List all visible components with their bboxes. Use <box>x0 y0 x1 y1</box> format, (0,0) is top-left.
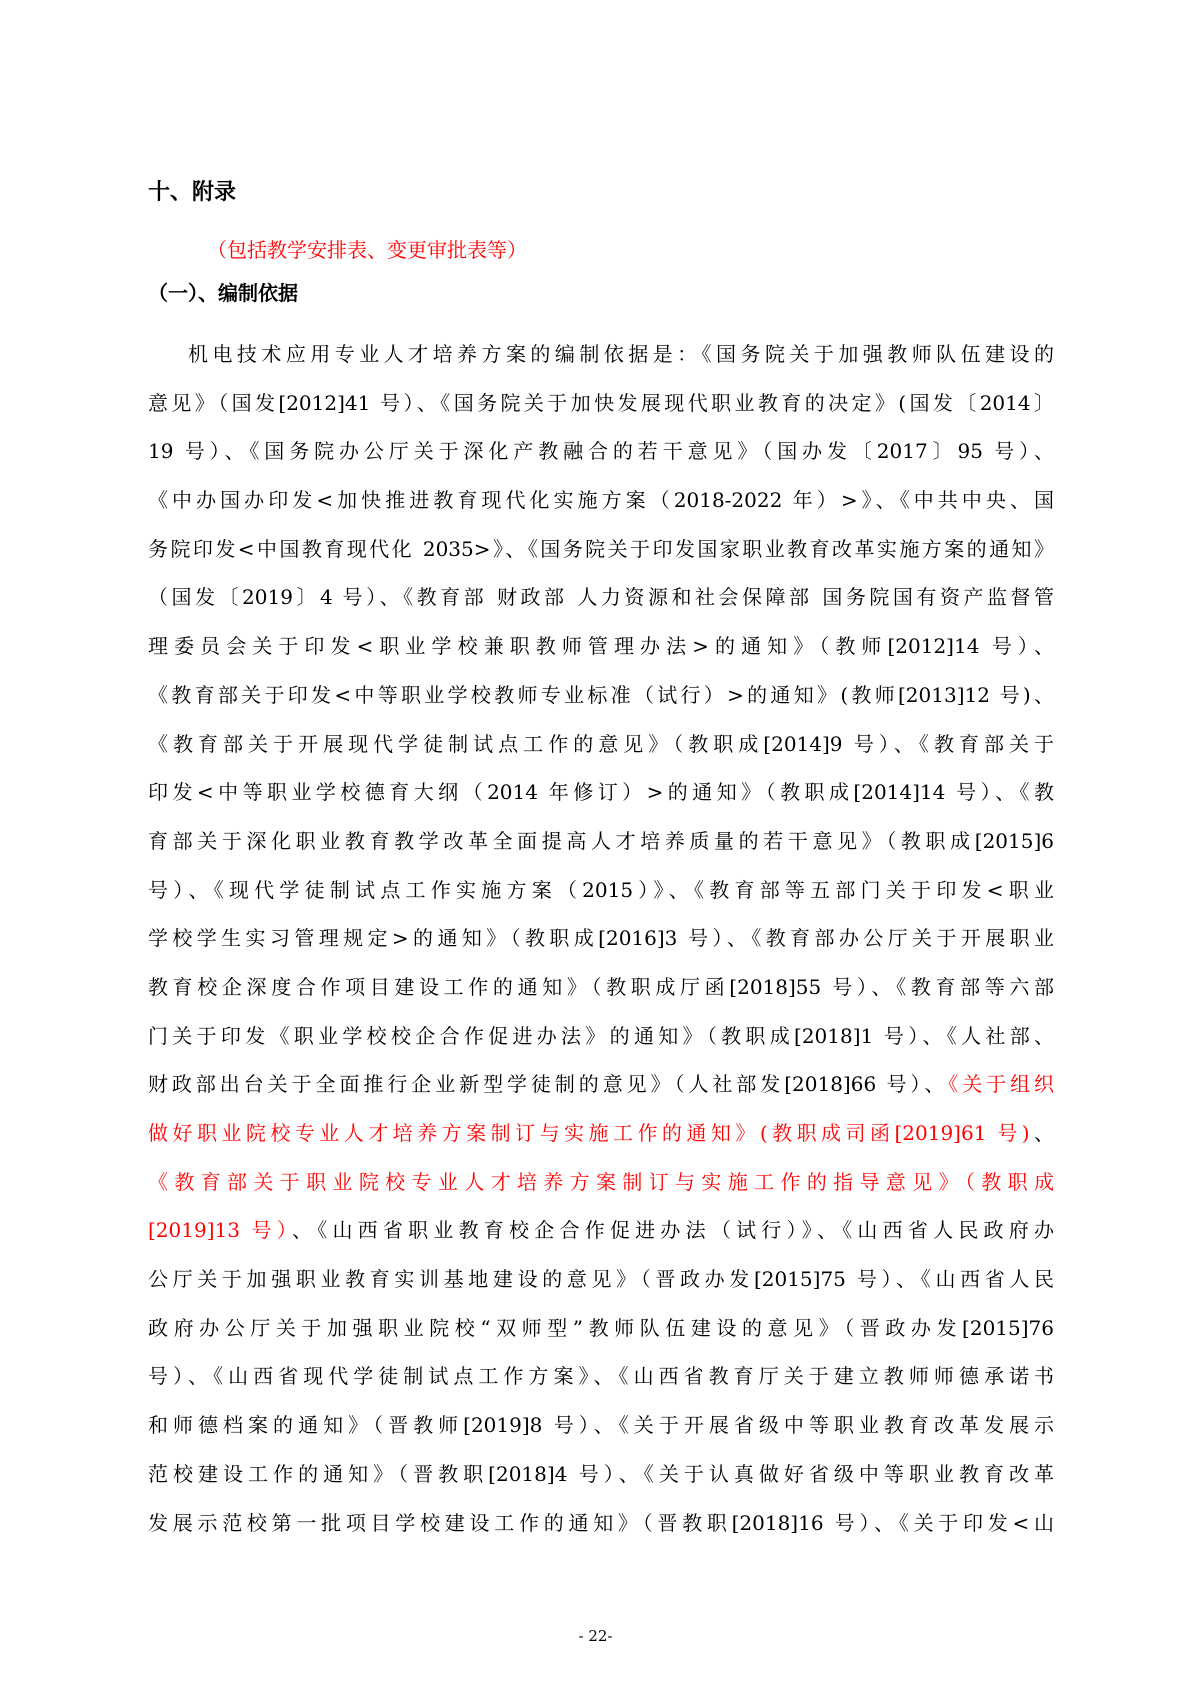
paragraph-line <box>148 720 1054 769</box>
text-segment: 门关于印发《职业学校校企合作促进办法》的通知》（教职成[2018]1 号）、《人社部、 <box>148 1023 1054 1048</box>
text-segment: 学校学生实习管理规定>的通知》（教职成[2016]3 号）、《教育部办公厅关于开展职业 <box>148 926 1054 951</box>
text-segment: 教育校企深度合作项目建设工作的通知》（教职成厅函[2018]55 号）、《教育部等六部 <box>148 974 1054 999</box>
paragraph-line <box>148 1450 1054 1499</box>
text-segment: 《中办国办印发<加快推进教育现代化实施方案（2018-2022 年）>》、《中共中央、国 <box>148 488 1054 513</box>
text-segment: 印发<中等职业学校德育大纲（2014 年修订）>的通知》（教职成[2014]14 号）、《教 <box>148 780 1054 805</box>
paragraph-line <box>148 866 1054 915</box>
paragraph-line <box>148 622 1054 671</box>
text-segment: 号）、《现代学徒制试点工作实施方案（2015）》、《教育部等五部门关于印发<职业 <box>148 877 1054 902</box>
section-heading: 十、附录 <box>148 180 237 205</box>
highlighted-text: 《关于组织 <box>948 1072 1054 1097</box>
paragraph-line <box>148 427 1054 476</box>
paragraph-line <box>148 1158 1054 1207</box>
text-segment: 理委员会关于印发<职业学校兼职教师管理办法>的通知》（教师[2012]14 号）、 <box>148 634 1054 659</box>
subsection-heading: （一）、编制依据 <box>148 281 298 305</box>
paragraph-line <box>148 1255 1054 1304</box>
page-number: - 22- <box>578 1627 613 1645</box>
paragraph-line <box>148 1060 1054 1109</box>
paragraph-line <box>148 379 1054 428</box>
appendix-note: （包括教学安排表、变更审批表等） <box>207 238 527 262</box>
text-segment: 育部关于深化职业教育教学改革全面提高人才培养质量的若干意见》（教职成[2015]6 <box>148 828 1054 853</box>
text-segment: 《教育部关于开展现代学徒制试点工作的意见》（教职成[2014]9 号）、《教育部关于 <box>148 731 1054 756</box>
paragraph-line <box>148 963 1054 1012</box>
text-segment: 范校建设工作的通知》（晋教职[2018]4 号）、《关于认真做好省级中等职业教育改革 <box>148 1461 1054 1486</box>
paragraph-line <box>148 330 1054 379</box>
text-segment: 公厅关于加强职业教育实训基地建设的意见》（晋政办发[2015]75 号）、《山西省人民 <box>148 1267 1054 1292</box>
highlighted-text: 《教育部关于职业院校专业人才培养方案制订与实施工作的指导意见》（教职成 <box>148 1169 1054 1194</box>
text-segment: 机电技术应用专业人才培养方案的编制依据是：《国务院关于加强教师队伍建设的 <box>188 342 1054 366</box>
paragraph-line <box>148 1401 1054 1450</box>
highlighted-text: [2019]13 号） <box>148 1218 292 1243</box>
text-segment: 、《山西省职业教育校企合作促进办法（试行）》、《山西省人民政府办 <box>292 1218 1054 1243</box>
compilation-basis-paragraph <box>148 330 1054 1547</box>
paragraph-line <box>148 476 1054 525</box>
paragraph-line <box>148 1012 1054 1061</box>
paragraph-line <box>148 914 1054 963</box>
text-segment: 意见》（国发[2012]41 号）、《国务院关于加快发展现代职业教育的决定》(国发〔2014〕 <box>148 390 1054 415</box>
paragraph-line <box>148 1352 1054 1401</box>
paragraph-line <box>148 671 1054 720</box>
text-segment: 和师德档案的通知》（晋教师[2019]8 号）、《关于开展省级中等职业教育改革发展示 <box>148 1413 1054 1438</box>
text-segment: 财政部出台关于全面推行企业新型学徒制的意见》（人社部发[2018]66 号）、 <box>148 1072 949 1097</box>
paragraph-line <box>148 768 1054 817</box>
paragraph-line <box>148 1499 1054 1548</box>
paragraph-line <box>148 817 1054 866</box>
paragraph-line <box>148 1206 1054 1255</box>
paragraph-line <box>148 1304 1054 1353</box>
text-segment: 政府办公厅关于加强职业院校“双师型”教师队伍建设的意见》（晋政办发[2015]76 <box>148 1315 1054 1340</box>
highlighted-text: 做好职业院校专业人才培养方案制订与实施工作的通知》(教职成司函[2019]61 号) <box>148 1121 1030 1145</box>
text-segment: 发展示范校第一批项目学校建设工作的通知》（晋教职[2018]16 号）、《关于印发<山 <box>148 1510 1054 1535</box>
text-segment: （国发〔2019〕4 号）、《教育部 财政部 人力资源和社会保障部 国务院国有资产监督管 <box>148 585 1054 610</box>
text-segment: 、 <box>1029 1121 1054 1145</box>
paragraph-line <box>148 1109 1054 1158</box>
paragraph-line <box>148 525 1054 574</box>
text-segment: 19 号）、《国务院办公厅关于深化产教融合的若干意见》（国办发〔2017〕95 号）、 <box>148 439 1054 464</box>
text-segment: 《教育部关于印发<中等职业学校教师专业标准（试行）>的通知》(教师[2013]12 号)、 <box>148 682 1054 707</box>
paragraph-line <box>148 573 1054 622</box>
text-segment: 务院印发<中国教育现代化 2035>》、《国务院关于印发国家职业教育改革实施方案的通知》 <box>148 536 1054 561</box>
text-segment: 号）、《山西省现代学徒制试点工作方案》、《山西省教育厅关于建立教师师德承诺书 <box>148 1364 1054 1389</box>
